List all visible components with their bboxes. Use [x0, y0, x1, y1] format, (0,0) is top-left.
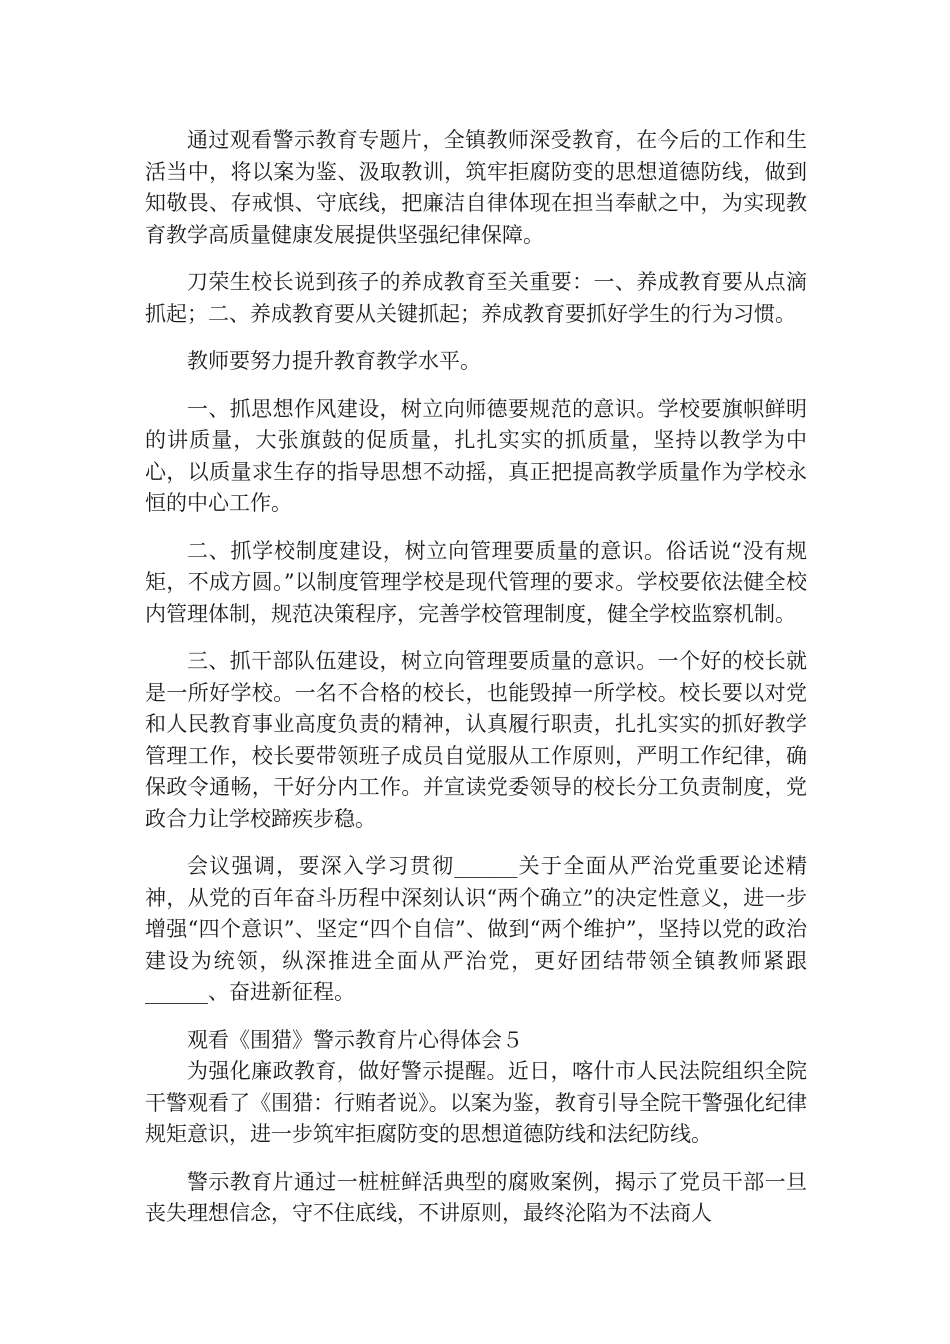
- paragraph-point-three: 三、抓干部队伍建设，树立向管理要质量的意识。一个好的校长就是一所好学校。一名不合格的校长，也能毁掉一所学校。校长要以对党和人民教育事业高度负责的精神，认真履行职责，扎扎实实的抓好教学管理工作，校长要带领班子成员自觉服从工作原则，严明工作纪律，确保政令通畅，干好分内工作。并宣读党委领导的校长分工负责制度，党政合力让学校蹄疾步稳。: [145, 649, 807, 831]
- paragraph-point-two: 二、抓学校制度建设，树立向管理要质量的意识。俗话说“没有规矩，不成方圆。”以制度管理学校是现代管理的要求。学校要依法健全校内管理体制，规范决策程序，完善学校管理制度，健全学校监察机制。: [145, 538, 807, 626]
- document-body: [145, 125, 807, 1230]
- paragraph-film-cases: 警示教育片通过一桩桩鲜活典型的腐败案例，揭示了党员干部一旦丧失理想信念，守不住底线，不讲原则，最终沦陷为不法商人: [145, 1169, 807, 1225]
- paragraph-principal-remarks: 刀荣生校长说到孩子的养成教育至关重要：一、养成教育要从点滴抓起；二、养成教育要从关键抓起；养成教育要抓好学生的行为习惯。: [145, 270, 807, 326]
- paragraph-point-one: 一、抓思想作风建设，树立向师德要规范的意识。学校要旗帜鲜明的讲质量，大张旗鼓的促质量，扎扎实实的抓质量，坚持以教学为中心，以质量求生存的指导思想不动摇，真正把提高教学质量作为学校永恒的中心工作。: [145, 396, 807, 515]
- paragraph-court-education: 为强化廉政教育，做好警示提醒。近日，喀什市人民法院组织全院干警观看了《围猎：行贿者说》。以案为鉴，教育引导全院干警强化纪律规矩意识，进一步筑牢拒腐防变的思想道德防线和法纪防线。: [145, 1059, 807, 1146]
- section-title: 观看《围猎》警示教育片心得体会５: [187, 1027, 523, 1052]
- paragraph-teaching-level: 教师要努力提升教育教学水平。: [187, 349, 481, 373]
- paragraph-meeting-emphasis: 会议强调，要深入学习贯彻______关于全面从严治党重要论述精神，从党的百年奋斗历程中深刻认识“两个确立”的决定性意义，进一步增强“四个意识”、坚定“四个自信”、做到“两个维护”，坚持以党的政治建设为统领，纵深推进全面从严治党，更好团结带领全镇教师紧跟______、奋进新征程。: [145, 854, 807, 1004]
- paragraph-warning-film-summary: 通过观看警示教育专题片，全镇教师深受教育，在今后的工作和生活当中，将以案为鉴、汲取教训，筑牢拒腐防变的思想道德防线，做到知敬畏、存戒惧、守底线，把廉洁自律体现在担当奉献之中，为实现教育教学高质量健康发展提供坚强纪律保障。: [145, 128, 807, 247]
